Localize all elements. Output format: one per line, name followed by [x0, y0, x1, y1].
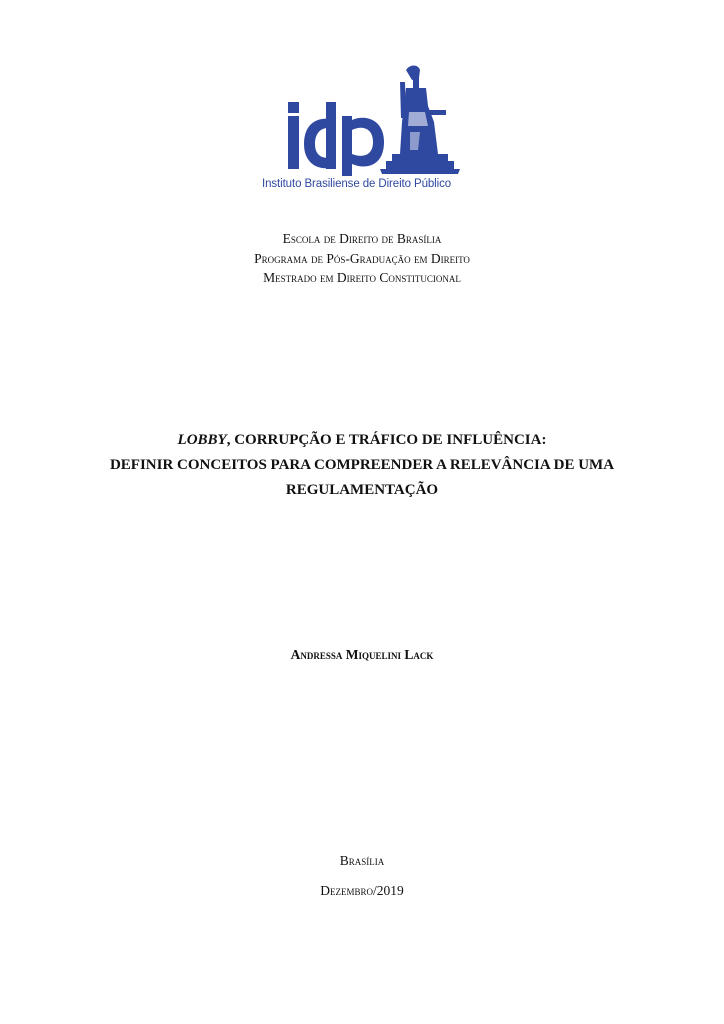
title-line-3: REGULAMENTAÇÃO: [285, 482, 439, 498]
institution-block: [0, 229, 724, 288]
course-name: Mestrado em Direito Constitucional: [263, 270, 461, 285]
author-name: Andressa Miquelini Lack: [290, 647, 434, 662]
title-line-2: DEFINIR CONCEITOS PARA COMPREENDER A RELEVÂNCIA DE UMA: [109, 457, 615, 473]
idp-logo-mark: [288, 62, 474, 176]
logo-subtitle: Instituto Brasiliense de Direito Público: [262, 178, 452, 190]
title-line-1-rest: , CORRUPÇÃO E TRÁFICO DE INFLUÊNCIA:: [226, 432, 547, 448]
idp-logo: [262, 62, 474, 198]
city: Brasília: [339, 853, 385, 868]
school-name: Escola de Direito de Brasília: [282, 231, 442, 246]
date: Dezembro/2019: [320, 883, 404, 898]
title-italic-term: LOBBY: [177, 432, 227, 448]
title-line-1: [0, 428, 724, 453]
thesis-title: [0, 428, 724, 503]
program-name: Programa de Pós-Graduação em Direito: [254, 250, 470, 266]
idp-wordmark-graphic: [288, 102, 384, 176]
